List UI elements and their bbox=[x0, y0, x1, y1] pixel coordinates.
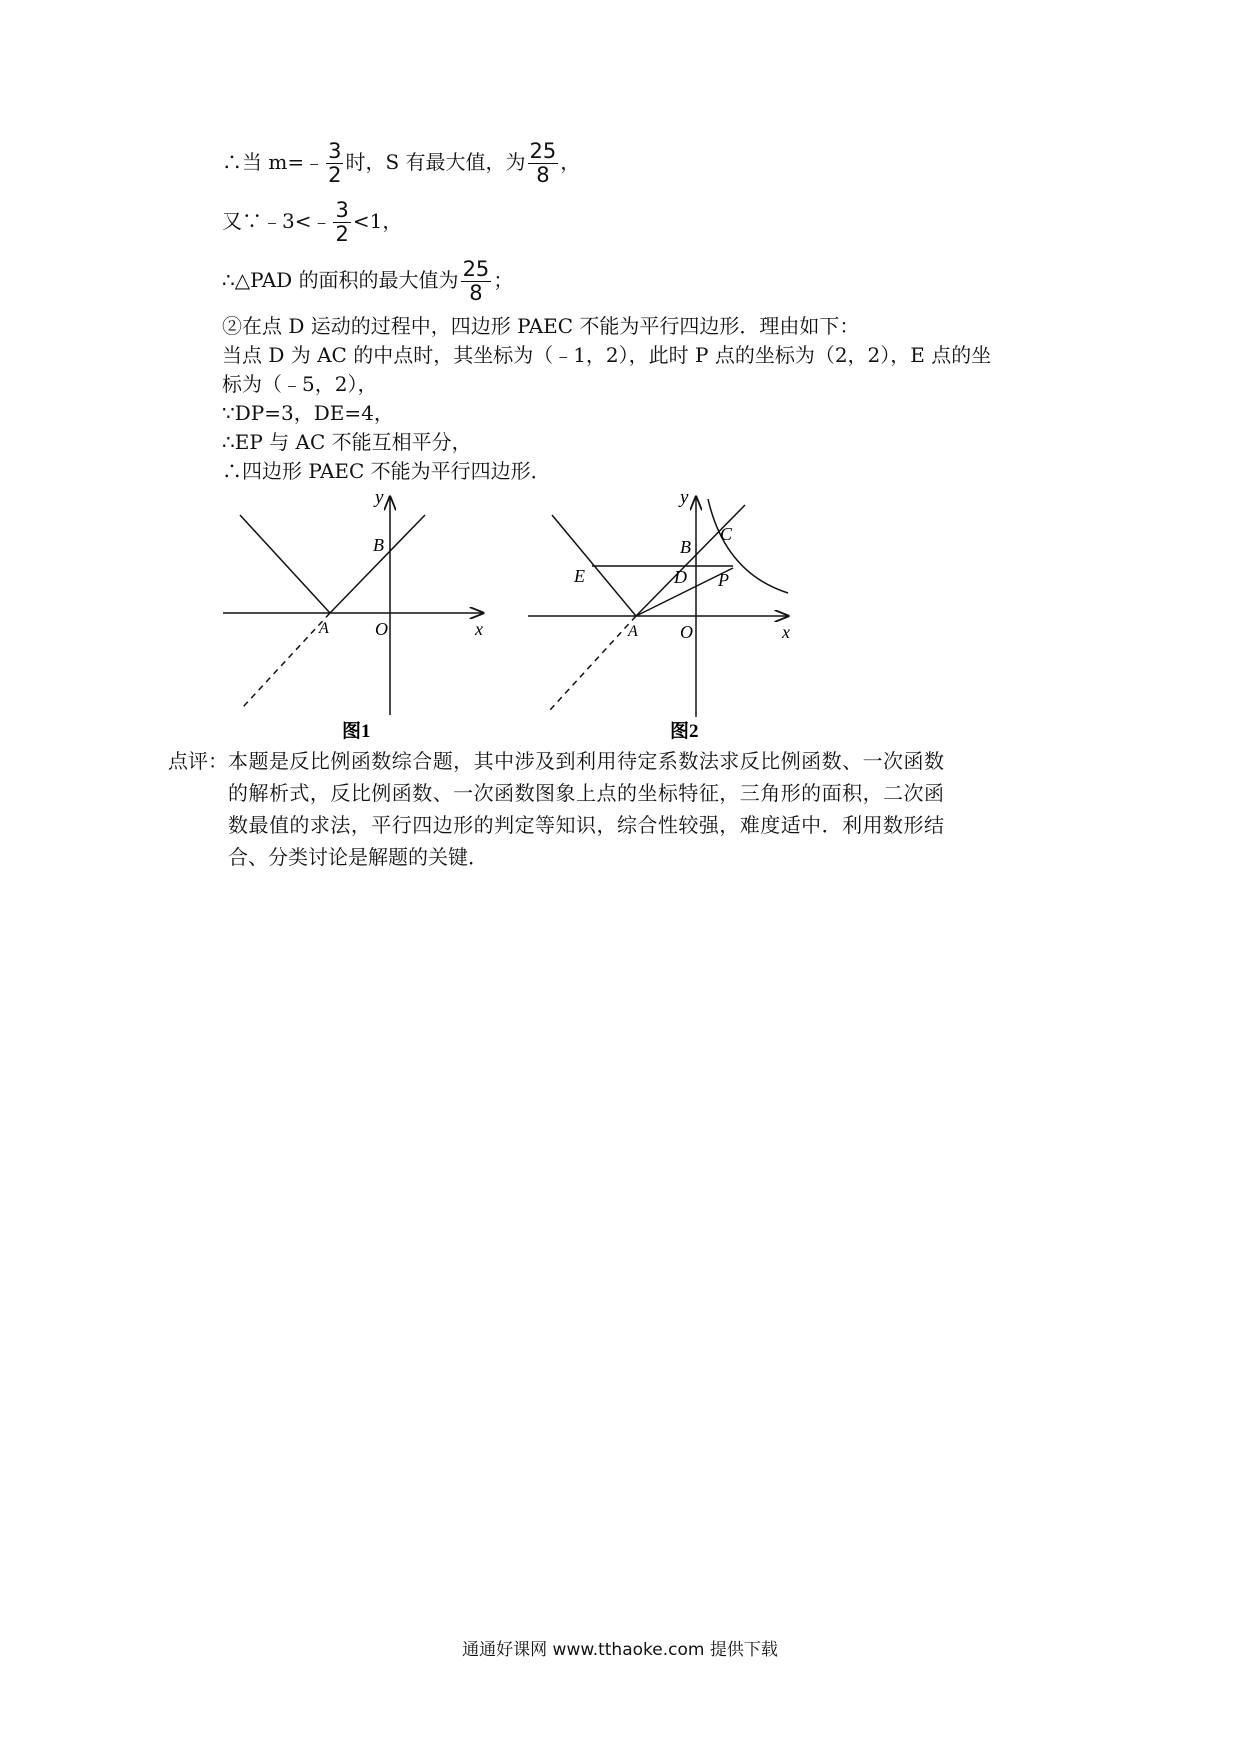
line1-suffix: ， bbox=[560, 150, 581, 174]
fraction-25-over-8 bbox=[528, 140, 559, 187]
label-a: A bbox=[628, 623, 638, 640]
label-b: B bbox=[373, 535, 384, 555]
line-ab bbox=[330, 515, 425, 613]
solution-line-8: ∴EP 与 AC 不能互相平分， bbox=[222, 430, 472, 454]
label-b: B bbox=[680, 537, 691, 557]
footer-text: 通通好课网 www.tthaoke.com 提供下载 bbox=[462, 1640, 778, 1660]
comment-text: 本题是反比例函数综合题，其中涉及到利用待定系数法求反比例函数、一次函数的解析式，反比例函数、一次函数图象上点的坐标特征，三角形的面积，二次函数最值的求法，平行四边形的判定等知识，综合性较强，难度适中．利用数形结合、分类讨论是解题的关键． bbox=[228, 749, 944, 869]
solution-line-7: ∵DP=3，DE=4， bbox=[222, 401, 394, 425]
line1-prefix: ∴当 m=﹣ bbox=[222, 150, 325, 174]
label-x: x bbox=[782, 622, 790, 642]
line3-prefix: ∴△PAD 的面积的最大值为 bbox=[222, 268, 459, 292]
solution-line-3 bbox=[222, 258, 513, 305]
fraction-numerator: 3 bbox=[335, 198, 349, 222]
fraction-numerator: 25 bbox=[462, 257, 490, 281]
comment-row bbox=[168, 745, 944, 873]
fraction-3-over-2 bbox=[333, 199, 350, 246]
label-o: O bbox=[375, 619, 388, 639]
fraction-denominator: 2 bbox=[328, 163, 342, 187]
figure-caption: 图1 bbox=[342, 721, 371, 742]
label-y: y bbox=[680, 487, 689, 508]
fraction-denominator: 8 bbox=[536, 163, 550, 187]
fraction-numerator: 3 bbox=[328, 139, 342, 163]
fraction-denominator: 2 bbox=[335, 222, 349, 246]
solution-line-4: ②在点 D 运动的过程中，四边形 PAEC 不能为平行四边形．理由如下： bbox=[222, 314, 860, 338]
comment-label: 点评： bbox=[168, 749, 228, 773]
figure-caption: 图2 bbox=[670, 721, 699, 742]
dashed-extension bbox=[243, 613, 330, 707]
line1-middle: 时，S 有最大值，为 bbox=[345, 150, 526, 174]
label-o: O bbox=[680, 622, 693, 642]
label-p: P bbox=[718, 570, 729, 590]
line3-suffix: ； bbox=[493, 268, 514, 292]
solution-line-9: ∴四边形 PAEC 不能为平行四边形． bbox=[222, 459, 551, 483]
label-y: y bbox=[375, 487, 384, 508]
left-line bbox=[240, 515, 330, 613]
solution-line-1 bbox=[222, 140, 580, 187]
fraction-25-over-8 bbox=[461, 258, 492, 305]
figure-2 bbox=[520, 485, 810, 745]
fraction-numerator: 25 bbox=[529, 139, 557, 163]
solution-line-6: 标为（﹣5，2）， bbox=[222, 372, 378, 396]
label-d: D bbox=[674, 567, 687, 587]
solution-line-5: 当点 D 为 AC 的中点时，其坐标为（﹣1，2），此时 P 点的坐标为（2，2），E 点的坐 bbox=[222, 343, 992, 367]
line2-prefix: 又∵﹣3<﹣ bbox=[222, 209, 332, 233]
line2-suffix: <1， bbox=[352, 209, 403, 233]
dashed-extension bbox=[550, 616, 636, 710]
label-e: E bbox=[574, 566, 585, 586]
solution-line-2 bbox=[222, 199, 402, 246]
comment-block bbox=[168, 745, 944, 873]
fraction-denominator: 8 bbox=[469, 281, 483, 305]
figure-1 bbox=[215, 485, 505, 745]
label-x: x bbox=[475, 619, 483, 639]
fraction-3-over-2 bbox=[326, 140, 343, 187]
label-c: C bbox=[720, 524, 733, 544]
label-a: A bbox=[319, 620, 329, 637]
line-ac bbox=[636, 505, 745, 616]
